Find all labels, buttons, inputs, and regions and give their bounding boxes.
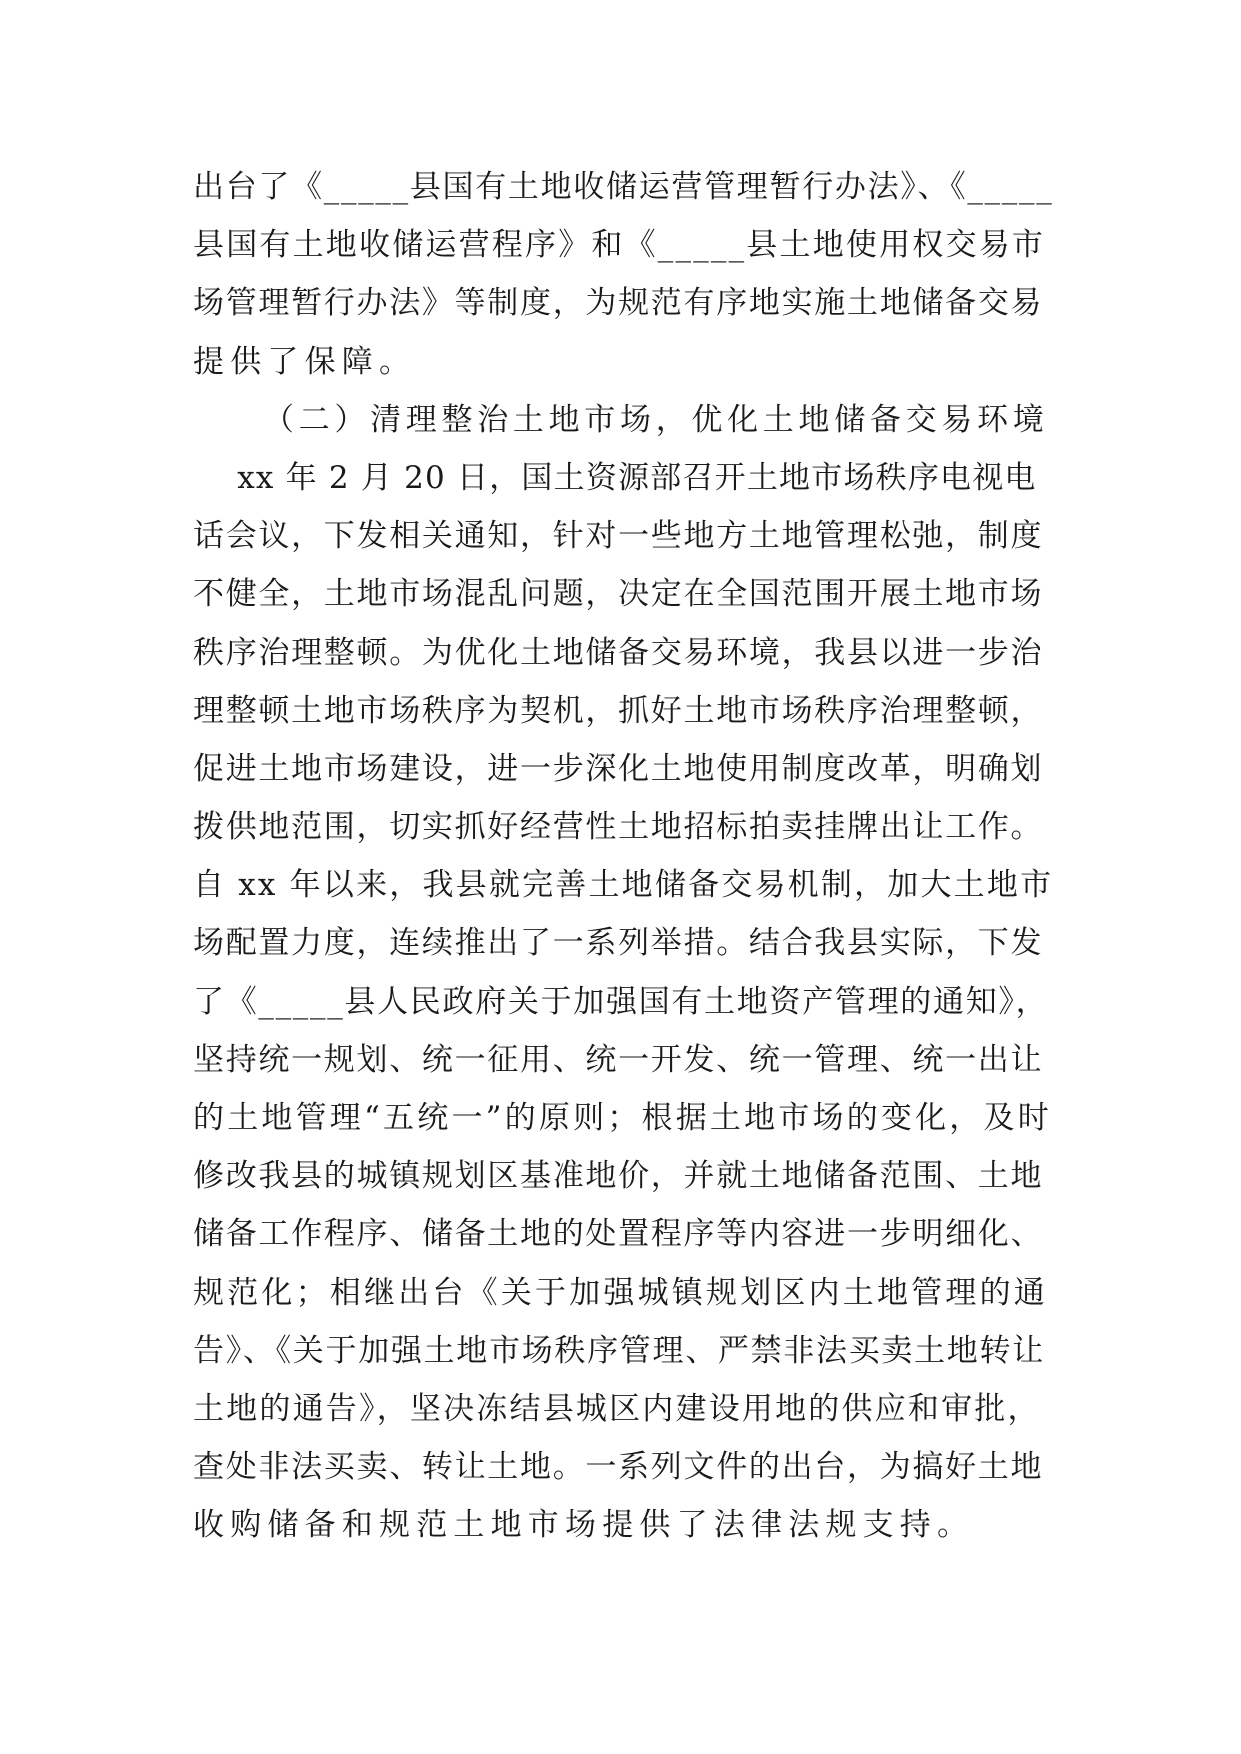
section-heading: （二）清理整治土地市场，优化土地储备交易环境 [263,401,1049,438]
text-line: 收购储备和规范土地市场提供了法律法规支持。 [193,1507,975,1544]
text-line: 场配置力度，连续推出了一系列举措。结合我县实际，下发 [193,925,1044,962]
text-line: 自 xx 年以来，我县就完善土地储备交易机制，加大土地市 [193,867,1054,904]
text-line: 告》、《关于加强土地市场秩序管理、严禁非法买卖土地转让 [193,1332,1045,1369]
text-line: 不健全，土地市场混乱问题，决定在全国范围开展土地市场 [193,576,1044,613]
text-line: 理整顿土地市场秩序为契机，抓好土地市场秩序治理整顿， [193,692,1044,729]
text-line: 县国有土地收储运营程序》和《_____县土地使用权交易市 [193,227,1046,264]
text-line: 规范化；相继出台《关于加强城镇规划区内土地管理的通 [193,1274,1048,1311]
text-line: 修改我县的城镇规划区基准地价，并就土地储备范围、土地 [193,1158,1044,1195]
text-line: 了《_____县人民政府关于加强国有土地资产管理的通知》， [193,983,1049,1020]
text-line: 秩序治理整顿。为优化土地储备交易环境，我县以进一步治 [193,634,1044,671]
text-line: 提供了保障。 [193,343,417,380]
text-line: 话会议，下发相关通知，针对一些地方土地管理松弛，制度 [193,518,1044,555]
text-line: 土地的通告》，坚决冻结县城区内建设用地的供应和审批， [193,1390,1041,1427]
text-line: 拨供地范围，切实抓好经营性土地招标拍卖挂牌出让工作。 [193,809,1044,846]
text-line: 坚持统一规划、统一征用、统一开发、统一管理、统一出让 [193,1041,1044,1078]
text-line: 的土地管理“五统一”的原则；根据土地市场的变化，及时 [193,1100,1052,1136]
body-text [193,158,1053,1555]
text-line: xx 年 2 月 20 日，国土资源部召开土地市场秩序电视电 [193,459,1037,496]
text-line: 场管理暂行办法》等制度，为规范有序地实施土地储备交易 [193,285,1044,322]
text-line: 促进土地市场建设，进一步深化土地使用制度改革，明确划 [193,750,1044,787]
text-line: 储备工作程序、储备土地的处置程序等内容进一步明细化、 [193,1216,1044,1253]
text-line: 查处非法买卖、转让土地。一系列文件的出台，为搞好土地 [193,1449,1044,1486]
text-line: 出台了《_____县国有土地收储运营管理暂行办法》、《_____ [193,169,1054,205]
